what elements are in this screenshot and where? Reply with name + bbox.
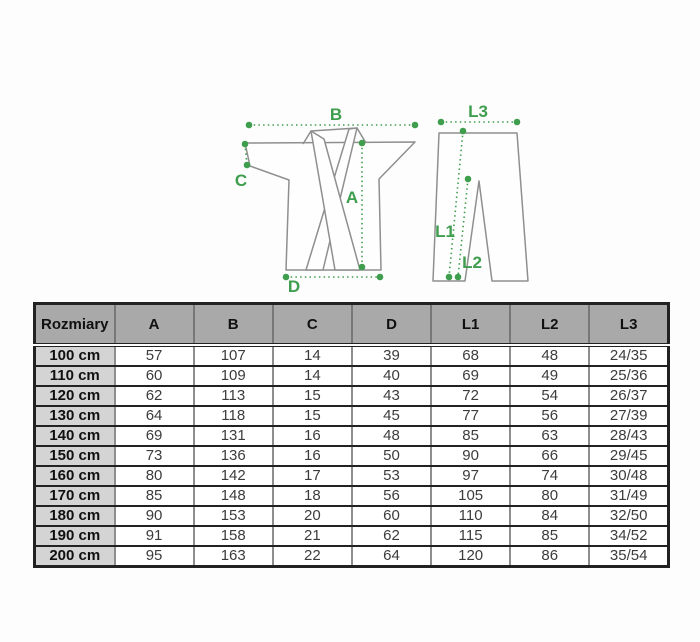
- dim-c-dot: [244, 162, 251, 169]
- dim-b-label: B: [329, 105, 343, 124]
- value-cell: 118: [194, 406, 273, 426]
- size-cell: 100 cm: [35, 345, 115, 366]
- value-cell: 26/37: [589, 386, 668, 406]
- value-cell: 113: [194, 386, 273, 406]
- value-cell: 84: [510, 506, 589, 526]
- value-cell: 120: [431, 546, 510, 567]
- value-cell: 48: [510, 345, 589, 366]
- value-cell: 86: [510, 546, 589, 567]
- value-cell: 115: [431, 526, 510, 546]
- value-cell: 34/52: [589, 526, 668, 546]
- dim-l2-label: L2: [462, 253, 482, 272]
- value-cell: 90: [115, 506, 194, 526]
- value-cell: 28/43: [589, 426, 668, 446]
- value-cell: 39: [352, 345, 431, 366]
- value-cell: 148: [194, 486, 273, 506]
- value-cell: 29/45: [589, 446, 668, 466]
- value-cell: 30/48: [589, 466, 668, 486]
- value-cell: 142: [194, 466, 273, 486]
- table-row: [35, 486, 669, 506]
- dim-l1-dot: [460, 128, 467, 135]
- table-row: [35, 366, 669, 386]
- dim-b-dot: [412, 122, 419, 129]
- table-row: [35, 386, 669, 406]
- value-cell: 60: [115, 366, 194, 386]
- col-header-b: B: [194, 304, 273, 346]
- value-cell: 69: [431, 366, 510, 386]
- dim-a-dot: [359, 140, 366, 147]
- value-cell: 80: [510, 486, 589, 506]
- size-cell: 200 cm: [35, 546, 115, 567]
- dim-a-label: A: [345, 188, 359, 207]
- value-cell: 31/49: [589, 486, 668, 506]
- value-cell: 27/39: [589, 406, 668, 426]
- value-cell: 54: [510, 386, 589, 406]
- dim-c-dot: [242, 141, 249, 148]
- value-cell: 131: [194, 426, 273, 446]
- table-row: [35, 506, 669, 526]
- value-cell: 16: [273, 426, 352, 446]
- table-header-row: [35, 304, 669, 346]
- value-cell: 49: [510, 366, 589, 386]
- value-cell: 53: [352, 466, 431, 486]
- value-cell: 109: [194, 366, 273, 386]
- table-row: [35, 466, 669, 486]
- dim-b-dot: [246, 122, 253, 129]
- col-header-a: A: [115, 304, 194, 346]
- value-cell: 136: [194, 446, 273, 466]
- value-cell: 50: [352, 446, 431, 466]
- table-row: [35, 546, 669, 567]
- value-cell: 64: [115, 406, 194, 426]
- col-header-l1: L1: [431, 304, 510, 346]
- value-cell: 25/36: [589, 366, 668, 386]
- value-cell: 32/50: [589, 506, 668, 526]
- value-cell: 43: [352, 386, 431, 406]
- value-cell: 73: [115, 446, 194, 466]
- value-cell: 40: [352, 366, 431, 386]
- col-header-c: C: [273, 304, 352, 346]
- size-cell: 120 cm: [35, 386, 115, 406]
- value-cell: 80: [115, 466, 194, 486]
- value-cell: 60: [352, 506, 431, 526]
- value-cell: 24/35: [589, 345, 668, 366]
- value-cell: 62: [352, 526, 431, 546]
- dim-d-label: D: [287, 277, 301, 296]
- table-row: [35, 406, 669, 426]
- dim-l3-dot: [514, 119, 521, 126]
- value-cell: 56: [352, 486, 431, 506]
- value-cell: 15: [273, 406, 352, 426]
- dim-c-label: C: [234, 171, 248, 190]
- col-header-l2: L2: [510, 304, 589, 346]
- value-cell: 20: [273, 506, 352, 526]
- value-cell: 57: [115, 345, 194, 366]
- value-cell: 85: [431, 426, 510, 446]
- value-cell: 16: [273, 446, 352, 466]
- value-cell: 14: [273, 345, 352, 366]
- table-row: [35, 345, 669, 366]
- value-cell: 21: [273, 526, 352, 546]
- value-cell: 158: [194, 526, 273, 546]
- size-cell: 150 cm: [35, 446, 115, 466]
- col-header-d: D: [352, 304, 431, 346]
- table-row: [35, 446, 669, 466]
- dim-l2-dot: [455, 274, 462, 281]
- value-cell: 63: [510, 426, 589, 446]
- dim-l1-label: L1: [435, 222, 455, 241]
- size-table: [33, 302, 670, 568]
- value-cell: 14: [273, 366, 352, 386]
- value-cell: 110: [431, 506, 510, 526]
- table-row: [35, 526, 669, 546]
- value-cell: 45: [352, 406, 431, 426]
- value-cell: 17: [273, 466, 352, 486]
- value-cell: 97: [431, 466, 510, 486]
- col-header-l3: L3: [589, 304, 668, 346]
- dim-l2-dot: [465, 176, 472, 183]
- value-cell: 91: [115, 526, 194, 546]
- dim-d-dot: [377, 274, 384, 281]
- col-header-rozmiary: Rozmiary: [35, 304, 115, 346]
- table-row: [35, 426, 669, 446]
- value-cell: 85: [510, 526, 589, 546]
- value-cell: 68: [431, 345, 510, 366]
- value-cell: 64: [352, 546, 431, 567]
- size-cell: 130 cm: [35, 406, 115, 426]
- value-cell: 90: [431, 446, 510, 466]
- value-cell: 77: [431, 406, 510, 426]
- value-cell: 35/54: [589, 546, 668, 567]
- size-cell: 160 cm: [35, 466, 115, 486]
- dim-l1-dot: [446, 274, 453, 281]
- value-cell: 69: [115, 426, 194, 446]
- value-cell: 62: [115, 386, 194, 406]
- kimono-measurement-diagram: [0, 0, 700, 300]
- dim-l3-label: L3: [468, 102, 488, 121]
- value-cell: 107: [194, 345, 273, 366]
- dim-a-dot: [359, 264, 366, 271]
- value-cell: 48: [352, 426, 431, 446]
- size-cell: 180 cm: [35, 506, 115, 526]
- value-cell: 105: [431, 486, 510, 506]
- size-cell: 170 cm: [35, 486, 115, 506]
- value-cell: 85: [115, 486, 194, 506]
- value-cell: 163: [194, 546, 273, 567]
- value-cell: 22: [273, 546, 352, 567]
- value-cell: 18: [273, 486, 352, 506]
- dim-l3-dot: [438, 119, 445, 126]
- size-cell: 190 cm: [35, 526, 115, 546]
- value-cell: 66: [510, 446, 589, 466]
- value-cell: 15: [273, 386, 352, 406]
- value-cell: 56: [510, 406, 589, 426]
- value-cell: 95: [115, 546, 194, 567]
- size-cell: 110 cm: [35, 366, 115, 386]
- value-cell: 74: [510, 466, 589, 486]
- value-cell: 72: [431, 386, 510, 406]
- size-cell: 140 cm: [35, 426, 115, 446]
- value-cell: 153: [194, 506, 273, 526]
